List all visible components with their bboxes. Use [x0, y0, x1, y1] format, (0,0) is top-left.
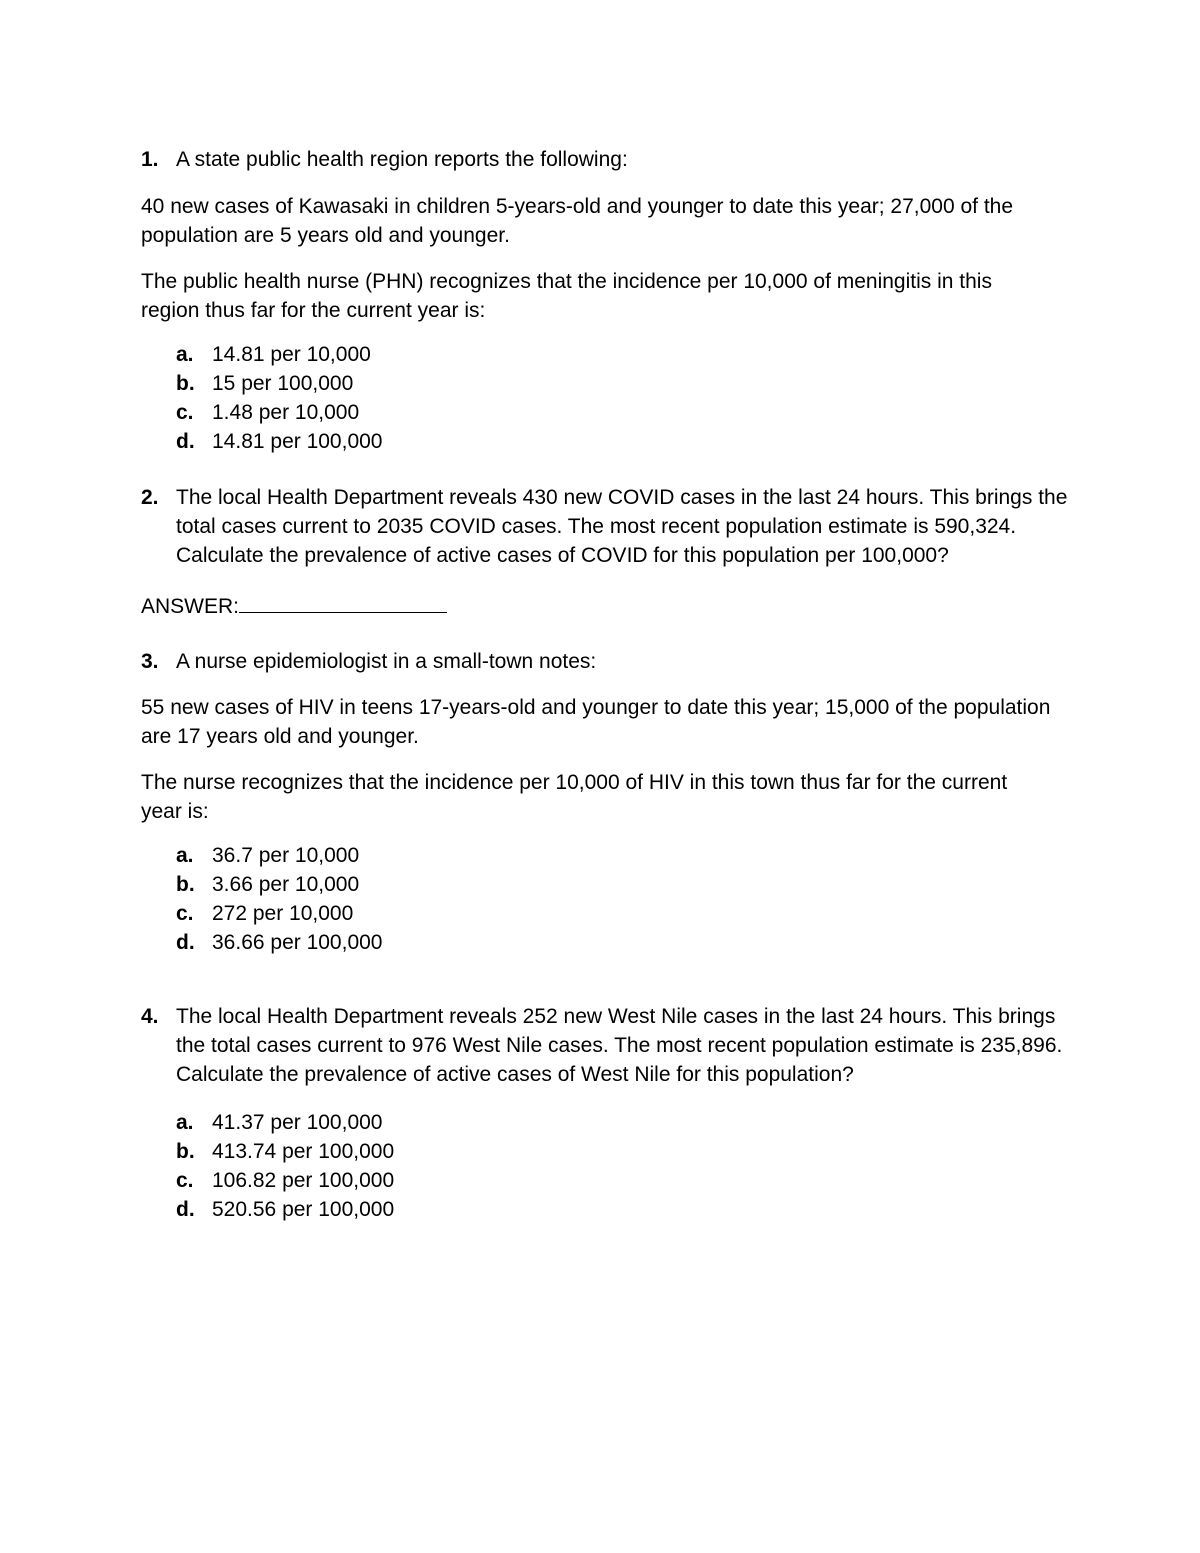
option-text: 520.56 per 100,000: [212, 1198, 395, 1221]
option-letter: b.: [176, 372, 195, 395]
question-number: 1.: [141, 148, 159, 171]
option-text: 14.81 per 10,000: [212, 343, 371, 366]
option-text: 1.48 per 10,000: [212, 401, 360, 424]
question-1-title: [141, 145, 1071, 174]
question-text: The local Health Department reveals 430 new COVID cases in the last 24 hours. This brings the total cases current to 2035 COVID cases. The most recent population estimate is 590,324. Calculate the prevalence of active cases of COVID for this population per 100,000?: [176, 486, 1068, 567]
option-c: [176, 899, 776, 928]
option-d: [176, 928, 776, 957]
option-letter: c.: [176, 1169, 194, 1192]
option-c: [176, 1166, 776, 1195]
question-number: 2.: [141, 486, 159, 509]
answer-blank[interactable]: [239, 590, 447, 613]
option-text: 41.37 per 100,000: [212, 1111, 383, 1134]
option-c: [176, 398, 776, 427]
option-d: [176, 427, 776, 456]
question-4-title: [141, 1002, 1071, 1089]
answer-row: [141, 590, 1051, 621]
option-text: 106.82 per 100,000: [212, 1169, 395, 1192]
option-letter: c.: [176, 902, 194, 925]
question-3-title: [141, 647, 1071, 676]
option-b: [176, 870, 776, 899]
option-text: 36.7 per 10,000: [212, 844, 360, 867]
question-1-given: 40 new cases of Kawasaki in children 5-years-old and younger to date this year; 27,000 of the population are 5 years old and younger.: [141, 195, 1014, 247]
option-letter: d.: [176, 931, 195, 954]
question-number: 3.: [141, 650, 159, 673]
option-letter: c.: [176, 401, 194, 424]
option-letter: b.: [176, 1140, 195, 1163]
option-letter: a.: [176, 343, 194, 366]
answer-label: ANSWER:: [141, 595, 240, 618]
question-4-options: [176, 1108, 776, 1224]
question-1-options: [176, 340, 776, 456]
option-a: [176, 1108, 776, 1137]
option-text: 14.81 per 100,000: [212, 430, 383, 453]
question-text: A state public health region reports the following:: [176, 148, 628, 171]
question-3-given: 55 new cases of HIV in teens 17-years-old and younger to date this year; 15,000 of the population are 17 years old and younger.: [141, 696, 1051, 748]
option-a: [176, 841, 776, 870]
option-text: 15 per 100,000: [212, 372, 354, 395]
option-text: 36.66 per 100,000: [212, 931, 383, 954]
option-b: [176, 369, 776, 398]
option-letter: b.: [176, 873, 195, 896]
question-3-options: [176, 841, 776, 957]
option-b: [176, 1137, 776, 1166]
question-1-prompt: The public health nurse (PHN) recognizes that the incidence per 10,000 of meningitis in this region thus far for the current year is:: [141, 270, 992, 322]
question-number: 4.: [141, 1005, 159, 1028]
option-letter: d.: [176, 1198, 195, 1221]
option-a: [176, 340, 776, 369]
option-d: [176, 1195, 776, 1224]
option-text: 3.66 per 10,000: [212, 873, 360, 896]
question-text: The local Health Department reveals 252 new West Nile cases in the last 24 hours. This brings the total cases current to 976 West Nile cases. The most recent population estimate is 235,896. Calculate the prevalence of active cases of West Nile for this population?: [176, 1005, 1063, 1086]
option-text: 272 per 10,000: [212, 902, 354, 925]
option-letter: d.: [176, 430, 195, 453]
option-text: 413.74 per 100,000: [212, 1140, 395, 1163]
option-letter: a.: [176, 844, 194, 867]
question-2-title: [141, 483, 1071, 570]
question-text: A nurse epidemiologist in a small-town notes:: [176, 650, 597, 673]
option-letter: a.: [176, 1111, 194, 1134]
question-3-prompt: The nurse recognizes that the incidence per 10,000 of HIV in this town thus far for the current year is:: [141, 771, 1008, 823]
